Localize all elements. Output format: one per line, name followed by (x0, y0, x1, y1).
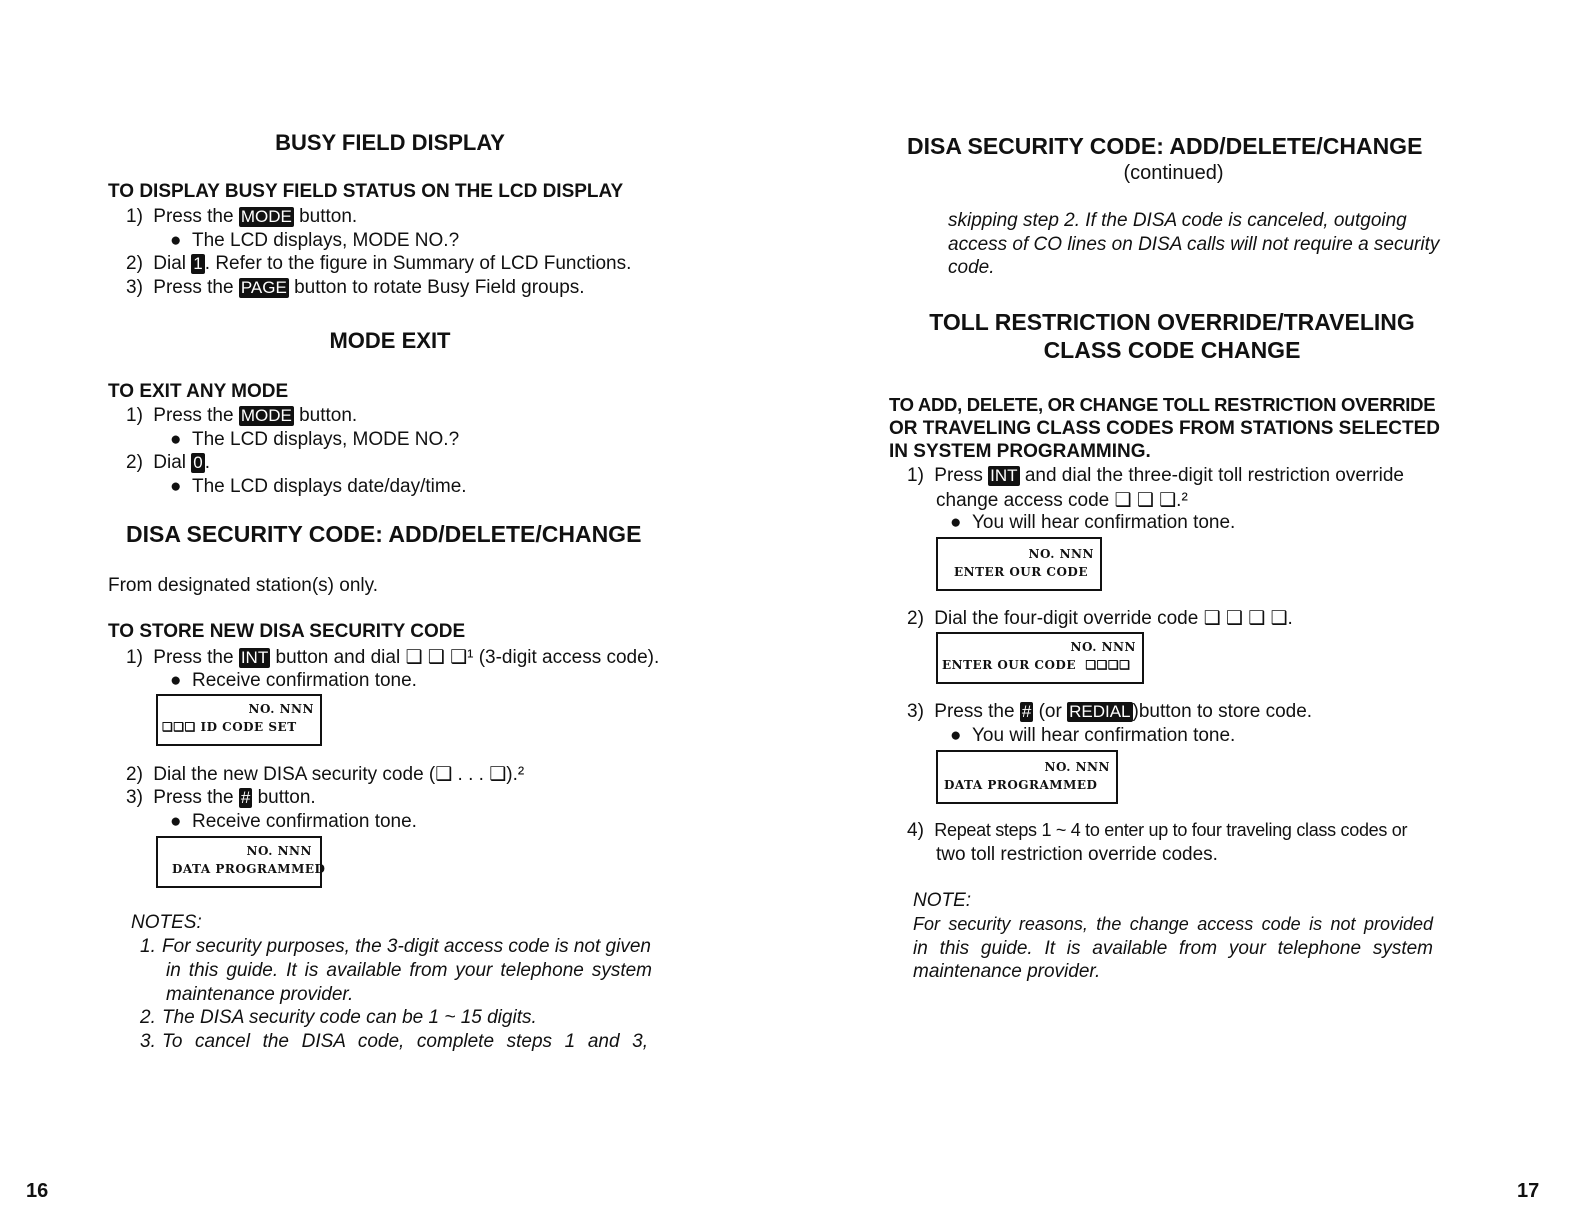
toll-subtitle-2: OR TRAVELING CLASS CODES FROM STATIONS SELECTED (889, 418, 1441, 439)
note-2: 2. The DISA security code can be 1 ~ 15 digits. (140, 1007, 537, 1028)
lcd-display-data-programmed (936, 750, 1118, 804)
note-line-1: For security reasons, the change access code is not provided (913, 914, 1433, 934)
note-line-2: in this guide. It is available from your telephone system (913, 938, 1433, 959)
page-number: 16 (26, 1180, 49, 1202)
mode-exit-title: MODE EXIT (329, 328, 451, 353)
bullet-icon: ● (170, 429, 182, 450)
busy-field-title: BUSY FIELD DISPLAY (275, 130, 505, 155)
exit-step-1: 1) Press the MODE button. (126, 405, 358, 426)
continued-text-3: code. (948, 257, 995, 278)
note-title: NOTE: (913, 890, 972, 911)
bullet-icon: ● (170, 476, 182, 497)
continued-text-1: skipping step 2. If the DISA code is canceled, outgoing (948, 210, 1407, 231)
toll-subtitle-1: TO ADD, DELETE, OR CHANGE TOLL RESTRICTION OVERRIDE (889, 394, 1436, 415)
lcd-line-2: ❑❑❑ ID CODE SET (162, 720, 297, 734)
int-key: INT (990, 466, 1018, 485)
toll-title-line-2: CLASS CODE CHANGE (1043, 337, 1301, 363)
note-1-line-3: maintenance provider. (166, 984, 354, 1005)
bullet-icon: ● (170, 230, 182, 251)
toll-step-1-line-2: change access code ❑ ❑ ❑.² (936, 490, 1188, 511)
busy-step-1: 1) Press the MODE button. (126, 206, 358, 227)
lcd-line-1: NO. NNN (248, 702, 314, 716)
toll-bullet-1: ● You will hear confirmation tone. (950, 512, 1236, 533)
mode-key: MODE (240, 406, 292, 425)
disa-step-2: 2) Dial the new DISA security code (❑ . . . ❑).² (126, 764, 525, 785)
toll-step-1: 1) Press INT and dial the three-digit toll restriction override (907, 465, 1404, 486)
lcd-line-2: ENTER OUR CODE ❑❑❑❑ (942, 658, 1131, 672)
bullet-icon: ● (170, 670, 182, 691)
redial-key: REDIAL (1069, 702, 1131, 721)
toll-step-4: 4) Repeat steps 1 ~ 4 to enter up to four traveling class codes or (907, 820, 1408, 841)
disa-step-3: 3) Press the # button. (126, 787, 316, 808)
busy-bullet-1: ● The LCD displays, MODE NO.? (170, 230, 460, 251)
disa-bullet-3: ● Receive confirmation tone. (170, 811, 417, 832)
lcd-line-2: DATA PROGRAMMED (172, 862, 326, 876)
exit-bullet-1: ● The LCD displays, MODE NO.? (170, 429, 460, 450)
busy-step-3: 3) Press the PAGE button to rotate Busy Field groups. (126, 277, 585, 298)
disa-title: DISA SECURITY CODE: ADD/DELETE/CHANGE (126, 521, 642, 547)
hash-key: # (1021, 702, 1032, 721)
note-3: 3. To cancel the DISA code, complete steps 1 and 3, (140, 1031, 648, 1052)
page-key: PAGE (240, 278, 287, 297)
lcd-display-enter-code (936, 537, 1102, 591)
disa-from-text: From designated station(s) only. (108, 575, 378, 596)
toll-step-4-line-2: two toll restriction override codes. (936, 844, 1218, 865)
disa-step-1: 1) Press the INT button and dial ❑ ❑ ❑¹ (3-digit access code). (126, 647, 660, 668)
toll-bullet-3: ● You will hear confirmation tone. (950, 725, 1236, 746)
toll-step-3: 3) Press the # (or REDIAL )button to store code. (907, 701, 1313, 722)
dial-1-key: 1 (193, 254, 203, 273)
lcd-line-1: NO. NNN (1044, 760, 1110, 774)
exit-bullet-2: ● The LCD displays date/day/time. (170, 476, 467, 497)
lcd-line-1: NO. NNN (246, 844, 312, 858)
bullet-icon: ● (170, 811, 182, 832)
lcd-line-1: NO. NNN (1070, 640, 1136, 654)
toll-step-2: 2) Dial the four-digit override code ❑ ❑ ❑ ❑. (907, 608, 1293, 629)
lcd-line-1: NO. NNN (1028, 547, 1094, 561)
busy-field-subtitle: TO DISPLAY BUSY FIELD STATUS ON THE LCD DISPLAY (108, 181, 624, 202)
busy-step-2: 2) Dial 1 . Refer to the figure in Summary of LCD Functions. (126, 253, 632, 274)
int-key: INT (240, 648, 269, 667)
lcd-display-enter-code-digits (936, 632, 1144, 684)
disa-title-continued: DISA SECURITY CODE: ADD/DELETE/CHANGE (907, 133, 1423, 159)
note-1: 1. For security purposes, the 3-digit access code is not given (140, 936, 651, 957)
mode-exit-subtitle: TO EXIT ANY MODE (108, 381, 289, 402)
lcd-line-2: ENTER OUR CODE (954, 565, 1088, 579)
dial-0-key: 0 (193, 453, 203, 472)
note-1-line-2: in this guide. It is available from your telephone system (166, 960, 652, 981)
mode-key: MODE (240, 207, 292, 226)
hash-key: # (240, 788, 251, 807)
continued-text-2: access of CO lines on DISA calls will not require a security (948, 234, 1440, 255)
bullet-icon: ● (950, 512, 962, 533)
note-line-3: maintenance provider. (913, 961, 1101, 982)
right-page (797, 0, 1594, 1221)
lcd-line-2: DATA PROGRAMMED (944, 778, 1098, 792)
bullet-icon: ● (950, 725, 962, 746)
exit-step-2: 2) Dial 0 . (126, 452, 211, 473)
continued-label: (continued) (1123, 162, 1224, 184)
disa-bullet-1: ● Receive confirmation tone. (170, 670, 417, 691)
toll-title-line-1: TOLL RESTRICTION OVERRIDE/TRAVELING (929, 309, 1415, 335)
page-number: 17 (1517, 1180, 1540, 1202)
toll-subtitle-3: IN SYSTEM PROGRAMMING. (889, 441, 1151, 462)
disa-store-subtitle: TO STORE NEW DISA SECURITY CODE (108, 621, 466, 642)
notes-title: NOTES: (131, 912, 202, 933)
lcd-display-data-programmed (156, 836, 326, 888)
lcd-display-id-code (156, 694, 322, 746)
